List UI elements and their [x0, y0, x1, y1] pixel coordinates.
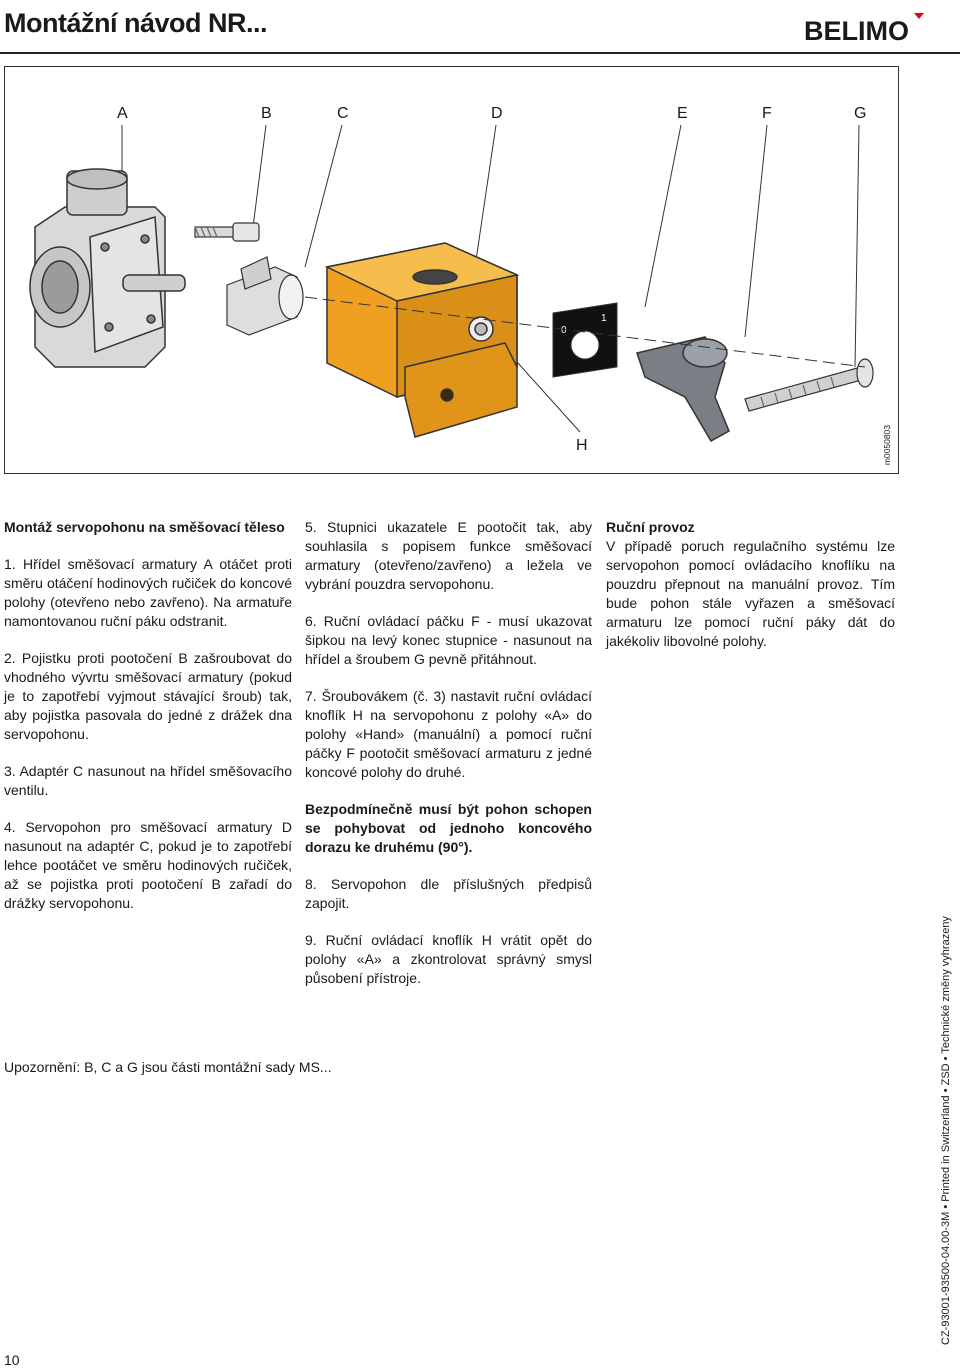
fixing-screw-g [745, 359, 873, 411]
page-number: 10 [4, 1352, 20, 1368]
position-scale-e [553, 303, 617, 377]
brand-accent [914, 13, 924, 19]
label-g: G [854, 105, 867, 122]
column-1 [4, 518, 292, 931]
section-heading: Montáž servopohonu na směšovací těleso [4, 519, 285, 535]
step-1: 1. Hřídel směšovací armatury A otáčet proti směru otáčení hodinových ručiček do koncové polohy (otevřeno nebo zavřeno). Na armatuře namontovanou ruční páku odstranit. [4, 556, 292, 629]
scale-label-0: 0 [561, 325, 567, 336]
label-d: D [491, 105, 503, 122]
manual-mode-heading: Ruční provoz [606, 519, 695, 535]
label-c: C [337, 105, 349, 122]
warning-text: Bezpodmínečně musí být pohon schopen se pohybovat od jednoho koncového dorazu ke druhému (90°). [305, 801, 592, 855]
column-3 [606, 518, 895, 651]
step-9: 9. Ruční ovládací knoflík H vrátit opět do polohy «A» a zkontrolovat správný smysl působení přístroje. [305, 932, 592, 986]
belimo-logo [802, 10, 942, 46]
adapter-c [227, 257, 303, 335]
assembly-kit-note: Upozornění: B, C a G jsou části montážní sady MS... [4, 1059, 332, 1075]
step-8: 8. Servopohon dle příslušných předpisů zapojit. [305, 876, 592, 911]
column-2 [305, 518, 592, 1006]
step-7: 7. Šroubovákem (č. 3) nastavit ruční ovládací knoflík H na servopohonu z polohy «A» do polohy «Hand» (manuální) a pomocí ruční páčky F pootočit směšovací armaturu z jedné koncové polohy do druhé. [305, 688, 592, 780]
scale-label-1: 1 [601, 313, 607, 324]
valve-body-a [30, 169, 185, 367]
label-b: B [261, 105, 272, 122]
side-footer: CZ-93001-93500-04.00-3M • Printed in Switzerland • ZSD • Technické změny vyhrazeny [940, 916, 952, 1345]
manual-mode-text: V případě poruch regulačního systému lze servopohon pomocí ovládacího knoflíku na pouzdru přepnout na manuální provoz. Tím bude pohon stále vyřazen a směšovací armaturu lze pomocí ruční páky dát do jakékoliv libovolné polohy. [606, 538, 895, 649]
figure-code: m0050803 [882, 424, 892, 465]
actuator-d [327, 243, 517, 437]
label-a: A [117, 105, 128, 122]
brand-wordmark: BELIMO [804, 16, 909, 46]
exploded-view-figure [4, 66, 899, 474]
anti-rotation-screw-b [195, 223, 259, 241]
step-5: 5. Stupnici ukazatele E pootočit tak, aby souhlasila s popisem funkce směšovací armatury (otevřeno/zavřeno) a ležela ve vybrání pouzdra servopohonu. [305, 519, 592, 592]
page-title: Montážní návod NR... [4, 8, 267, 38]
label-f: F [762, 105, 772, 122]
step-4: 4. Servopohon pro směšovací armatury D nasunout na adaptér C, pokud je to zapotřebí lehce pootáčet ve směru hodinových ručiček, až se pojistka proti pootočení B zařadí do drážky servopohonu. [4, 819, 292, 911]
step-2: 2. Pojistku proti pootočení B zašroubovat do vhodného vývrtu směšovací armatury (pokud je to zapotřebí vyjmout stávající šroub) tak, aby pojistka pasovala do jedné z drážek dna servopohonu. [4, 650, 292, 742]
exploded-illustration [5, 67, 897, 472]
label-e: E [677, 105, 688, 122]
label-h: H [576, 437, 588, 454]
header-rule [0, 52, 960, 54]
step-3: 3. Adaptér C nasunout na hřídel směšovacího ventilu. [4, 763, 292, 798]
step-6: 6. Ruční ovládací páčku F - musí ukazovat šipkou na levý konec stupnice - nasunout na hřídel a šroubem G pevně přitáhnout. [305, 613, 592, 667]
hand-lever-f [637, 337, 729, 441]
